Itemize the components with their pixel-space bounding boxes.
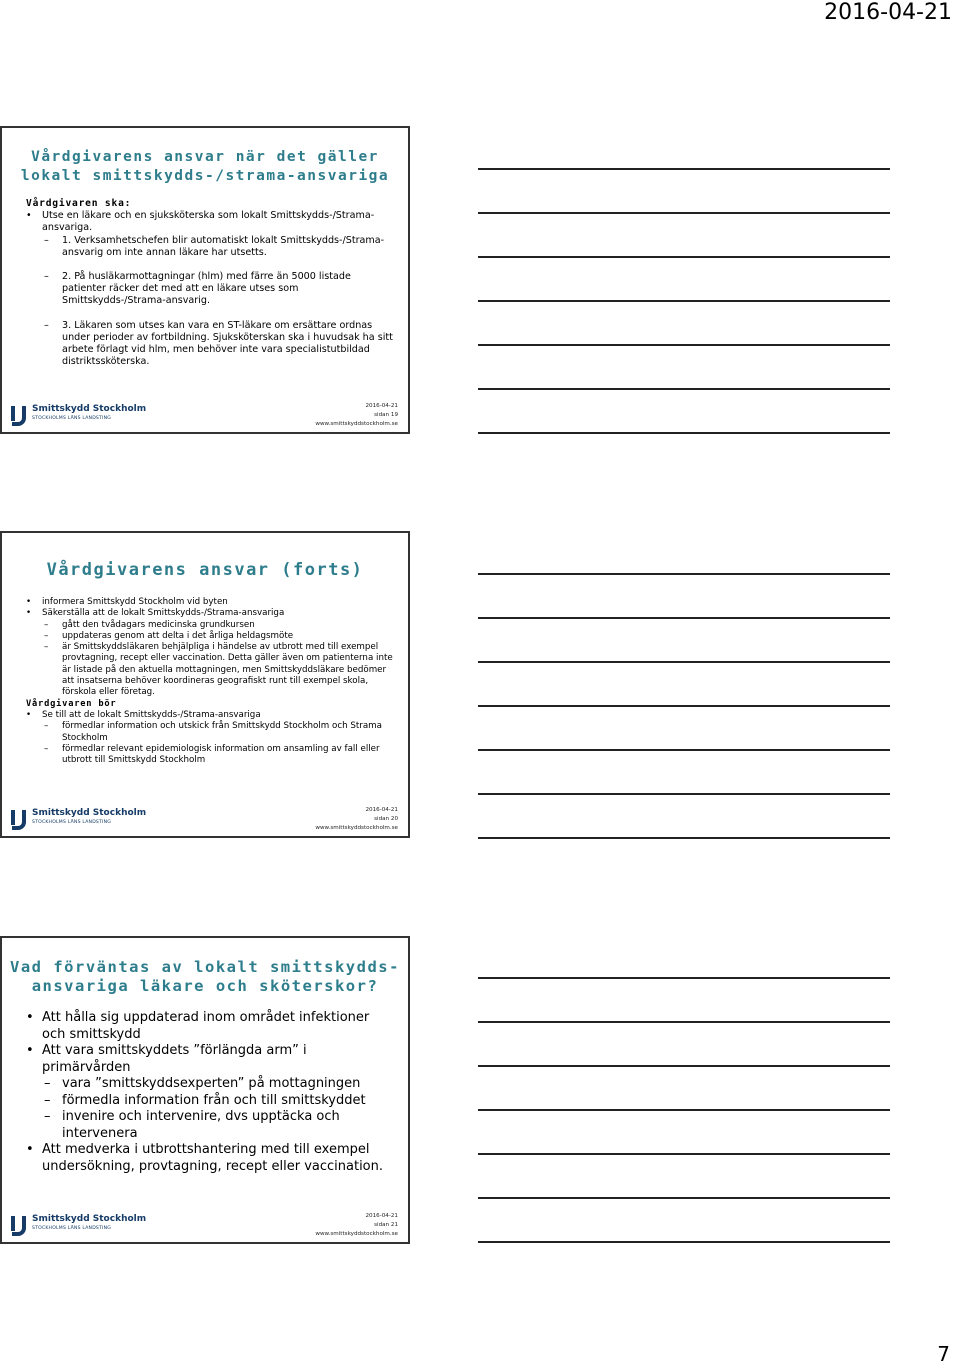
sub-item: – 2. På husläkarmottagningar (hlm) med färre än 5000 listade patienter räcker det med att en läkare utses som Smittskydds-/Strama-ansvarig. <box>26 271 394 308</box>
bullet-item: • informera Smittskydd Stockholm vid byten <box>26 597 394 608</box>
logo-mark-icon <box>10 404 28 428</box>
note-line <box>478 977 890 979</box>
note-line <box>478 661 890 663</box>
bullet-item: • Att hålla sig uppdaterad inom området infektioner och smittskydd <box>26 1010 394 1043</box>
note-line <box>478 1153 890 1155</box>
note-line <box>478 388 890 390</box>
smittskydd-logo: Smittskydd Stockholm STOCKHOLMS LÄNS LANDSTING <box>10 808 28 836</box>
slide-footer <box>2 1212 408 1242</box>
slide-body <box>26 597 394 766</box>
note-line <box>478 168 890 170</box>
bullet-item: • Se till att de lokalt Smittskydds-/Strama-ansvariga <box>26 710 394 721</box>
slide-page-number: sidan 19 <box>374 412 398 418</box>
note-line <box>478 256 890 258</box>
website-link[interactable]: www.smittskyddstockholm.se <box>315 825 398 831</box>
note-line <box>478 432 890 434</box>
note-line <box>478 1109 890 1111</box>
website-link[interactable]: www.smittskyddstockholm.se <box>315 421 398 427</box>
note-line <box>478 837 890 839</box>
note-line <box>478 1021 890 1023</box>
slide-page-number: sidan 21 <box>374 1222 398 1228</box>
note-line <box>478 705 890 707</box>
slide-footer-info <box>315 806 398 833</box>
slide-date: 2016-04-21 <box>365 807 398 813</box>
sub-item: – invenire och intervenire, dvs upptäcka och intervenera <box>26 1109 394 1142</box>
note-line <box>478 573 890 575</box>
slide-21 <box>0 936 410 1244</box>
sub-item: – förmedlar relevant epidemiologisk information om ansamling av fall eller utbrott till Smittskydd Stockholm <box>26 744 394 767</box>
slide-20 <box>0 531 410 838</box>
sub-item: – 3. Läkaren som utses kan vara en ST-läkare om ersättare ordnas under perioder av fortbildning. Sjuksköterskan ska i huvudsak ha sitt arbete förlagt vid hlm, men behöver inte vara specialistutbildad distriktssköterska. <box>26 320 394 369</box>
note-line <box>478 617 890 619</box>
sub-item: – uppdateras genom att delta i det årliga heldagsmöte <box>26 631 394 642</box>
sub-item: – 1. Verksamhetschefen blir automatiskt lokalt Smittskydds-/Strama-ansvarig om inte annan läkare har utsetts. <box>26 235 394 259</box>
section-label: Vårdgivaren bör <box>26 698 117 709</box>
note-line <box>478 793 890 795</box>
page-date: 2016-04-21 <box>824 0 952 25</box>
slide-footer-info <box>315 1212 398 1239</box>
slide-date: 2016-04-21 <box>365 1213 398 1219</box>
slide-19 <box>0 126 410 434</box>
note-line <box>478 1065 890 1067</box>
bullet-item: • Att vara smittskyddets ”förlängda arm” i primärvården <box>26 1043 394 1076</box>
logo-mark-icon <box>10 808 28 832</box>
note-line <box>478 212 890 214</box>
logo-mark-icon <box>10 1214 28 1238</box>
slide-body <box>26 1010 394 1175</box>
sub-item: – är Smittskyddsläkaren behjälpliga i händelse av utbrott med till exempel provtagning, recept eller vaccination. Detta gäller även om patienterna inte är listade på den aktuella mottagningen, men Smittskyddsläkare bedömer att insatserna behöver koordineras geografiskt runt till exempel skola, förskola eller företag. <box>26 642 394 698</box>
bullet-item: • Att medverka i utbrottshantering med till exempel undersökning, provtagning, recept eller vaccination. <box>26 1142 394 1175</box>
note-line <box>478 344 890 346</box>
website-link[interactable]: www.smittskyddstockholm.se <box>315 1231 398 1237</box>
bullet-item: • Utse en läkare och en sjuksköterska som lokalt Smittskydds-/Strama-ansvariga. <box>26 210 394 234</box>
sub-item: – förmedlar information och utskick från Smittskydd Stockholm och Strama Stockholm <box>26 721 394 744</box>
page-number: 7 <box>937 1342 950 1366</box>
slide-footer <box>2 806 408 836</box>
slide-footer <box>2 402 408 432</box>
note-line <box>478 300 890 302</box>
section-label: Vårdgivaren ska: <box>26 198 132 209</box>
slide-footer-info <box>315 402 398 429</box>
note-line <box>478 1197 890 1199</box>
smittskydd-logo: Smittskydd Stockholm STOCKHOLMS LÄNS LANDSTING <box>10 404 28 432</box>
slide-title: Vårdgivarens ansvar (forts) <box>46 560 364 580</box>
note-line <box>478 749 890 751</box>
slide-title: Vad förväntas av lokalt smittskydds- ansvariga läkare och sköterskor? <box>10 958 400 995</box>
bullet-item: • Säkerställa att de lokalt Smittskydds-/Strama-ansvariga <box>26 608 394 619</box>
sub-item: – vara ”smittskyddsexperten” på mottagningen <box>26 1076 394 1093</box>
slide-page-number: sidan 20 <box>374 816 398 822</box>
smittskydd-logo: Smittskydd Stockholm STOCKHOLMS LÄNS LANDSTING <box>10 1214 28 1242</box>
slide-title: Vårdgivarens ansvar när det gäller lokalt smittskydds-/strama-ansvariga <box>20 149 390 184</box>
sub-item: – gått den tvådagars medicinska grundkursen <box>26 620 394 631</box>
note-line <box>478 1241 890 1243</box>
slide-body <box>26 198 394 368</box>
sub-item: – förmedla information från och till smittskyddet <box>26 1093 394 1110</box>
slide-date: 2016-04-21 <box>365 403 398 409</box>
